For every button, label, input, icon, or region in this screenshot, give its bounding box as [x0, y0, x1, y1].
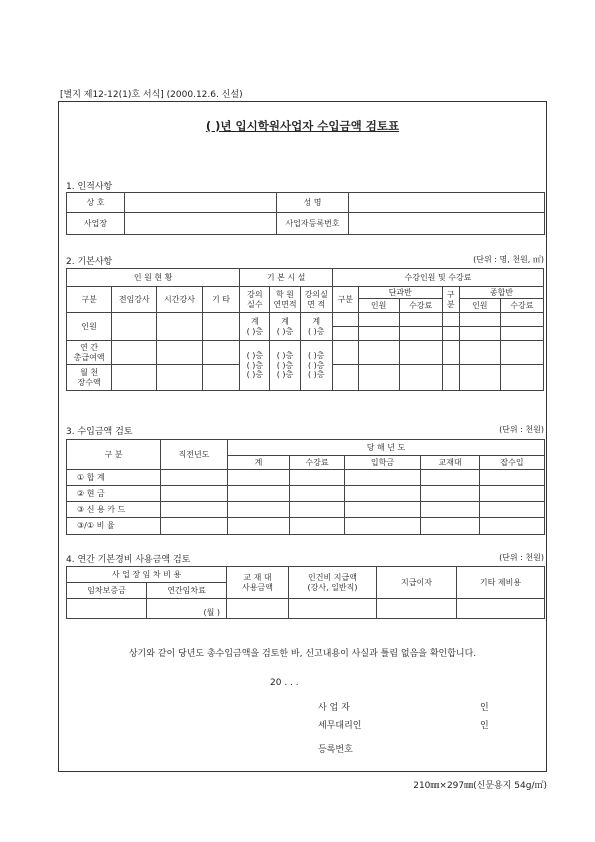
gu-bun-header: 구 분	[442, 287, 459, 313]
cell[interactable]	[442, 341, 459, 365]
cell[interactable]	[290, 486, 345, 502]
section4-heading: 4. 연간 기본경비 사용금액 검토	[66, 555, 191, 565]
cell[interactable]	[358, 365, 399, 391]
row-ratio-label: ③/① 비 율	[67, 518, 161, 535]
agent-reg-label: 등록번호	[318, 745, 353, 755]
cell[interactable]	[500, 327, 543, 341]
row-salary-label: 연 간 총급여액	[67, 341, 112, 365]
cell[interactable]	[112, 313, 157, 341]
cell[interactable]	[112, 365, 157, 391]
single-people-header: 인원	[358, 299, 399, 313]
place-field[interactable]	[125, 213, 277, 235]
cell[interactable]	[358, 313, 399, 327]
room-area-floors[interactable]: ( )층 ( )층 ( )층	[270, 341, 300, 391]
cell[interactable]	[500, 365, 543, 391]
annual-rent-field[interactable]: (월 )	[147, 599, 227, 619]
col-total-header: 계	[228, 456, 290, 470]
room-total-area-total[interactable]: 계 ( )층	[300, 313, 332, 341]
interest-header: 지급이자	[377, 567, 457, 599]
full-teacher-header: 전임강사	[112, 287, 157, 313]
cell[interactable]	[442, 365, 459, 391]
col-fee-header: 수강료	[290, 456, 345, 470]
paper-spec: 210㎜×297㎜(신문용지 54g/㎡)	[413, 781, 547, 791]
revenue-gubun-header: 구 분	[67, 440, 161, 470]
single-class-header: 단과반	[358, 287, 442, 299]
single-fee-header: 수강료	[399, 299, 442, 313]
cell[interactable]	[480, 486, 545, 502]
cell[interactable]	[157, 313, 202, 341]
cell[interactable]	[161, 502, 228, 518]
owner-label: 사 업 자	[318, 703, 350, 713]
cell[interactable]	[421, 486, 480, 502]
cell[interactable]	[112, 341, 157, 365]
combined-fee-header: 수강료	[500, 299, 543, 313]
students-header: 수강인원 및 수강료	[332, 269, 543, 287]
room-count-total[interactable]: 계 ( )층	[240, 313, 270, 341]
cell[interactable]	[480, 518, 545, 535]
date-line[interactable]: 20 . . .	[270, 678, 299, 688]
reg-no-field[interactable]	[349, 213, 545, 235]
current-year-header: 당 해 년 도	[228, 440, 545, 456]
combined-people-header: 인원	[459, 299, 500, 313]
cell[interactable]	[157, 365, 202, 391]
cell[interactable]	[228, 518, 290, 535]
cell[interactable]	[161, 518, 228, 535]
cell[interactable]	[345, 518, 421, 535]
col-misc-header: 잡수입	[480, 456, 545, 470]
hourly-teacher-header: 시간강사	[157, 287, 202, 313]
cell[interactable]	[161, 470, 228, 486]
reg-no-label: 사업자등록번호	[277, 213, 349, 235]
gubun-header: 구분	[67, 287, 112, 313]
cell[interactable]	[332, 313, 358, 327]
cell[interactable]	[500, 341, 543, 365]
cell[interactable]	[228, 486, 290, 502]
cell[interactable]	[459, 341, 500, 365]
cell[interactable]	[228, 470, 290, 486]
cell[interactable]	[345, 470, 421, 486]
section4-unit: (단위 : 천원)	[499, 553, 544, 562]
place-label: 사업장	[67, 213, 125, 235]
row-cash-label: ② 현 금	[67, 486, 161, 502]
col-textbook-header: 교재대	[421, 456, 480, 470]
deposit-field[interactable]	[67, 599, 147, 619]
personal-info-table	[66, 192, 545, 235]
section2-unit: (단위 : 명, 천원, ㎡)	[473, 255, 544, 264]
deposit-header: 임차보증금	[67, 583, 147, 599]
cell[interactable]	[332, 365, 358, 391]
cell[interactable]	[202, 365, 240, 391]
cell[interactable]	[480, 502, 545, 518]
prev-year-header: 직전년도	[161, 440, 228, 470]
cell[interactable]	[290, 518, 345, 535]
cell[interactable]	[161, 486, 228, 502]
cell[interactable]	[442, 313, 459, 327]
cell[interactable]	[358, 341, 399, 365]
agent-label: 세무대리인	[318, 721, 362, 731]
room-count-header: 강의 실수	[240, 287, 270, 313]
row-rent-label: 월 천 장수액	[67, 365, 112, 391]
cell[interactable]	[202, 313, 240, 341]
form-title: ( )년 입시학원사업자 수입금액 검토표	[205, 119, 400, 133]
section3-unit: (단위 : 천원)	[499, 425, 544, 434]
combined-class-header: 종합반	[459, 287, 543, 299]
facility-header: 기 본 시 설	[240, 269, 333, 287]
owner-name-field[interactable]	[349, 193, 545, 213]
section2-heading: 2. 기본사항	[66, 257, 113, 267]
cell[interactable]	[332, 341, 358, 365]
other-cost-header: 기타 제비용	[457, 567, 545, 599]
annual-rent-header: 연간임차료	[147, 583, 227, 599]
col-entrance-header: 입학금	[345, 456, 421, 470]
cell[interactable]	[202, 341, 240, 365]
cell[interactable]	[500, 313, 543, 327]
cell[interactable]	[290, 470, 345, 486]
row-total-label: ① 합 계	[67, 470, 161, 486]
room-total-area-header: 강의실 면 적	[300, 287, 332, 313]
cell[interactable]	[459, 365, 500, 391]
owner-name-label: 성 명	[277, 193, 349, 213]
trade-name-field[interactable]	[125, 193, 277, 213]
textbook-cost-header: 교 재 대 사용금액	[227, 567, 289, 599]
cell[interactable]	[345, 502, 421, 518]
textbook-field[interactable]	[227, 599, 289, 619]
owner-seal: 인	[480, 703, 489, 713]
cell[interactable]	[358, 327, 399, 341]
room-count-floors[interactable]: ( )층 ( )층 ( )층	[240, 341, 270, 391]
cell[interactable]	[480, 470, 545, 486]
cell[interactable]	[459, 327, 500, 341]
cell[interactable]	[399, 327, 442, 341]
interest-field[interactable]	[377, 599, 457, 619]
other-field[interactable]	[457, 599, 545, 619]
cell[interactable]	[442, 327, 459, 341]
trade-name-label: 상 호	[67, 193, 125, 213]
gubun2-header: 구분	[332, 287, 358, 313]
cell[interactable]	[399, 365, 442, 391]
cell[interactable]	[399, 313, 442, 327]
row-card-label: ③ 신 용 카 드	[67, 502, 161, 518]
room-total-area-floors[interactable]: ( )층 ( )층 ( )층	[300, 341, 332, 391]
cell[interactable]	[228, 502, 290, 518]
revenue-table	[66, 439, 545, 535]
cell[interactable]	[399, 341, 442, 365]
cell[interactable]	[345, 486, 421, 502]
cell[interactable]	[421, 470, 480, 486]
section1-heading: 1. 인적사항	[66, 182, 113, 192]
form-number: [별지 제12-12(1)호 서식] (2000.12.6. 신설)	[60, 90, 243, 100]
room-area-header: 학 원 연면적	[270, 287, 300, 313]
declaration-text: 상기와 같이 당년도 총수입금액을 검토한 바, 신고내용이 사실과 틀림 없음을 확인합니다.	[128, 649, 477, 659]
labor-field[interactable]	[289, 599, 377, 619]
agent-seal: 인	[480, 721, 489, 731]
expense-table	[66, 566, 545, 619]
staff-header: 인 원 현 황	[67, 269, 240, 287]
room-area-total[interactable]: 계 ( )층	[270, 313, 300, 341]
cell[interactable]	[421, 518, 480, 535]
section3-heading: 3. 수입금액 검토	[66, 427, 133, 437]
row-people-label: 인원	[67, 313, 112, 341]
cell[interactable]	[157, 341, 202, 365]
cell[interactable]	[290, 502, 345, 518]
rent-cost-header: 사 업 장 임 차 비 용	[67, 567, 227, 583]
labor-cost-header: 인건비 지급액 (강사, 일반직)	[289, 567, 377, 599]
basic-info-table	[66, 268, 544, 391]
etc-header: 기 타	[202, 287, 240, 313]
cell[interactable]	[459, 313, 500, 327]
cell[interactable]	[332, 327, 358, 341]
cell[interactable]	[421, 502, 480, 518]
